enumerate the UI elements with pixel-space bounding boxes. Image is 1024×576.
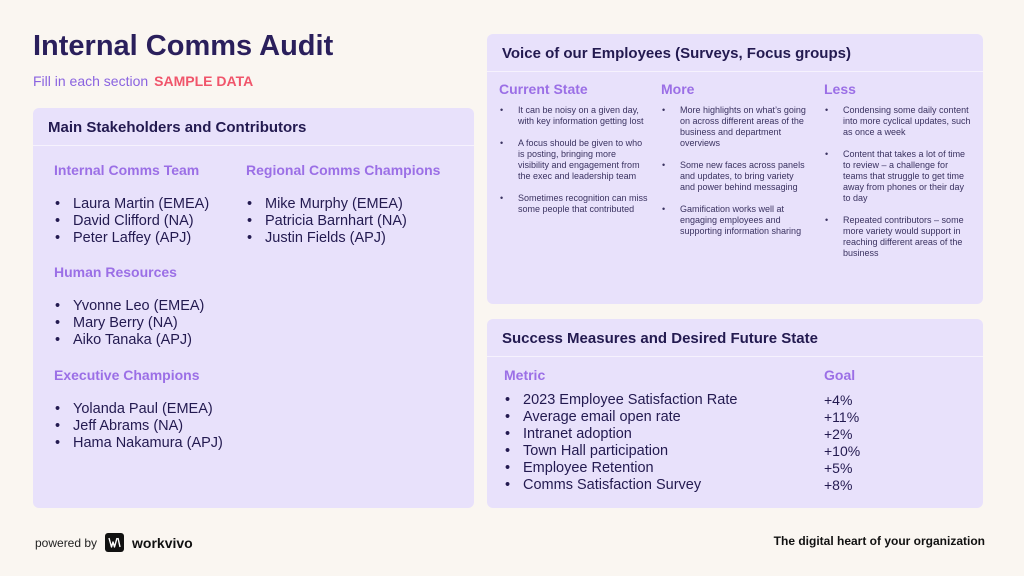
regional-champions-title: Regional Comms Champions [246, 162, 441, 178]
page-title: Internal Comms Audit [33, 30, 334, 62]
goal-header: Goal [824, 367, 856, 383]
list-item: • Hama Nakamura (APJ) [54, 435, 223, 452]
metric-header: Metric [504, 367, 546, 383]
list-item: • Yvonne Leo (EMEA) [54, 298, 204, 315]
internal-comms-team-section [54, 162, 209, 247]
list-item: • Mary Berry (NA) [54, 315, 204, 332]
goal-value: +2% [824, 426, 853, 442]
metric-row: • Comms Satisfaction Survey [504, 477, 737, 494]
less-list [824, 105, 974, 259]
list-item: • Jeff Abrams (NA) [54, 418, 223, 435]
list-item: • Laura Martin (EMEA) [54, 196, 209, 213]
human-resources-title: Human Resources [54, 264, 177, 280]
goal-list [824, 392, 860, 494]
list-item: • More highlights on what’s going on across different areas of the business and department overviews [661, 105, 811, 149]
list-item: • Justin Fields (APJ) [246, 230, 440, 247]
metric-row: • Employee Retention [504, 460, 737, 477]
human-resources-section [54, 264, 204, 349]
metric-row: • 2023 Employee Satisfaction Rate [504, 392, 737, 409]
brand-name[interactable]: workvivo [132, 534, 193, 551]
metric-list [504, 392, 737, 494]
subtitle-row [33, 73, 253, 89]
less-title: Less [824, 81, 856, 97]
list-item: • Mike Murphy (EMEA) [246, 196, 440, 213]
list-item: • Gamification works well at engaging employees and supporting information sharing [661, 204, 811, 237]
list-item: • Some new faces across panels and updates, to bring variety and power behind messaging [661, 160, 811, 193]
regional-champions-list [246, 196, 440, 247]
list-item: • It can be noisy on a given day, with key information getting lost [499, 105, 649, 127]
internal-comms-team-list [54, 196, 209, 247]
more-column [661, 81, 811, 248]
stakeholders-card-title: Main Stakeholders and Contributors [33, 108, 474, 146]
goal-value: +11% [824, 409, 860, 425]
footer-brand [35, 533, 193, 552]
human-resources-list [54, 298, 204, 349]
subtitle: Fill in each section [33, 73, 149, 89]
goal-value: +5% [824, 460, 853, 476]
list-item: • Repeated contributors – some more variety would support in reaching different areas of the business [824, 215, 974, 259]
list-item: • Yolanda Paul (EMEA) [54, 401, 223, 418]
success-measures-card [487, 319, 983, 508]
tagline: The digital heart of your organization [773, 534, 985, 548]
workvivo-logo-icon [105, 533, 124, 552]
success-card-title: Success Measures and Desired Future State [487, 319, 983, 357]
voice-card-title: Voice of our Employees (Surveys, Focus groups) [487, 34, 983, 72]
list-item: • David Clifford (NA) [54, 213, 209, 230]
regional-champions-section [246, 162, 440, 247]
current-state-column [499, 81, 649, 226]
list-item: • A focus should be given to who is posting, bringing more visibility and engagement from the exec and leadership team [499, 138, 649, 182]
voice-of-employees-card [487, 34, 983, 304]
executive-champions-title: Executive Champions [54, 367, 200, 383]
list-item: • Patricia Barnhart (NA) [246, 213, 440, 230]
less-column [824, 81, 974, 270]
more-title: More [661, 81, 695, 97]
executive-champions-list [54, 401, 223, 452]
goal-value: +10% [824, 443, 861, 459]
goal-value: +4% [824, 392, 853, 408]
metric-row: • Intranet adoption [504, 426, 737, 443]
executive-champions-section [54, 367, 223, 452]
stakeholders-card [33, 108, 474, 508]
powered-by-label: powered by [35, 535, 98, 550]
more-list [661, 105, 811, 237]
sample-data-badge: SAMPLE DATA [154, 73, 254, 89]
metric-row: • Town Hall participation [504, 443, 737, 460]
current-state-list [499, 105, 649, 215]
metric-row: • Average email open rate [504, 409, 737, 426]
goal-value: +8% [824, 477, 853, 493]
list-item: • Peter Laffey (APJ) [54, 230, 209, 247]
list-item: • Sometimes recognition can miss some people that contributed [499, 193, 649, 215]
list-item: • Condensing some daily content into more cyclical updates, such as once a week [824, 105, 974, 138]
list-item: • Aiko Tanaka (APJ) [54, 332, 204, 349]
list-item: • Content that takes a lot of time to review – a challenge for teams that struggle to get time away from phones or their day to day [824, 149, 974, 204]
internal-comms-team-title: Internal Comms Team [54, 162, 200, 178]
current-state-title: Current State [499, 81, 588, 97]
